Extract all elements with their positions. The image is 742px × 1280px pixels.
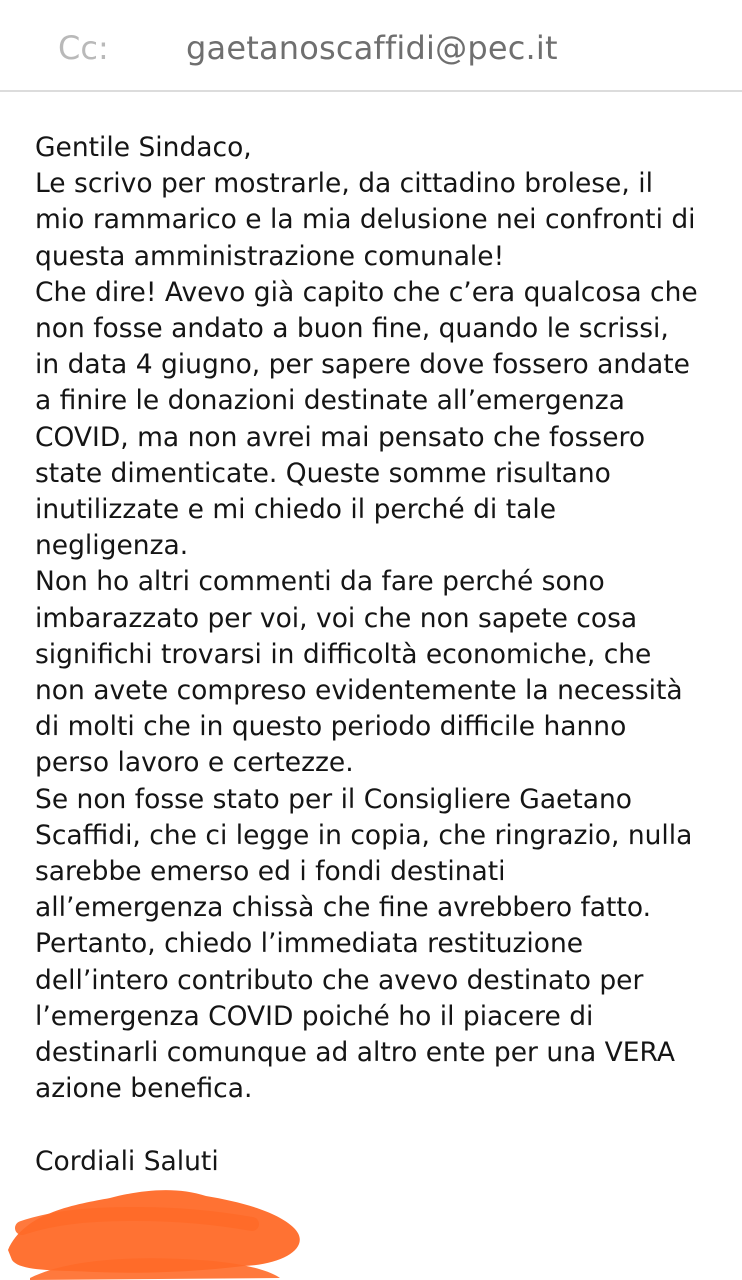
body-line: significhi trovarsi in difficoltà economiche, che (35, 638, 652, 670)
body-line: azione benefica. (35, 1073, 253, 1105)
body-line: mio rammarico e la mia delusione nei confronti di (35, 204, 696, 236)
cc-label: Cc: (58, 29, 109, 67)
body-line: COVID, ma non avrei mai pensato che fossero (35, 421, 646, 453)
body-line: negligenza. (35, 530, 189, 562)
cc-field-row (0, 0, 742, 92)
body-line: Se non fosse stato per il Consigliere Gaetano (35, 783, 633, 815)
body-line: dell’intero contributo che avevo destinato per (35, 964, 644, 996)
body-line: sarebbe emerso ed i fondi destinati (35, 856, 506, 888)
body-line: Scaffidi, che ci legge in copia, che ringrazio, nulla (35, 819, 693, 851)
body-line: a finire le donazioni destinate all’emergenza (35, 385, 625, 417)
body-line: non fosse andato a buon fine, quando le scrissi, (35, 313, 669, 345)
body-line: Gentile Sindaco, (35, 132, 252, 163)
body-line: Che dire! Avevo già capito che c’era qualcosa che (35, 276, 698, 308)
body-line: state dimenticate. Queste somme risultano (35, 457, 611, 489)
body-line: destinarli comunque ad altro ente per una VERA (35, 1037, 675, 1069)
cc-recipient[interactable]: gaetanoscaffidi@pec.it (186, 29, 558, 67)
body-line: Non ho altri commenti da fare perché sono (35, 566, 605, 598)
body-blank-line (35, 1107, 735, 1143)
body-line: in data 4 giugno, per sapere dove fossero andate (35, 349, 690, 381)
body-line: di molti che in questo periodo difficile hanno (35, 711, 627, 743)
body-line: Le scrivo per mostrarle, da cittadino brolese, il (35, 168, 653, 200)
email-body[interactable] (35, 130, 735, 1180)
closing-line: Cordiali Saluti (35, 1145, 219, 1177)
body-line: questa amministrazione comunale! (35, 240, 505, 272)
body-line: Pertanto, chiedo l’immediata restituzione (35, 928, 584, 960)
body-line: imbarazzato per voi, voi che non sapete cosa (35, 602, 638, 634)
body-line: inutilizzate e mi chiedo il perché di tale (35, 494, 557, 526)
body-line: all’emergenza chissà che fine avrebbero fatto. (35, 892, 651, 924)
body-line: non avete compreso evidentemente la necessità (35, 675, 683, 707)
body-line: perso lavoro e certezze. (35, 747, 354, 779)
body-line: l’emergenza COVID poiché ho il piacere di (35, 1000, 594, 1032)
signature-redaction (0, 1160, 320, 1280)
